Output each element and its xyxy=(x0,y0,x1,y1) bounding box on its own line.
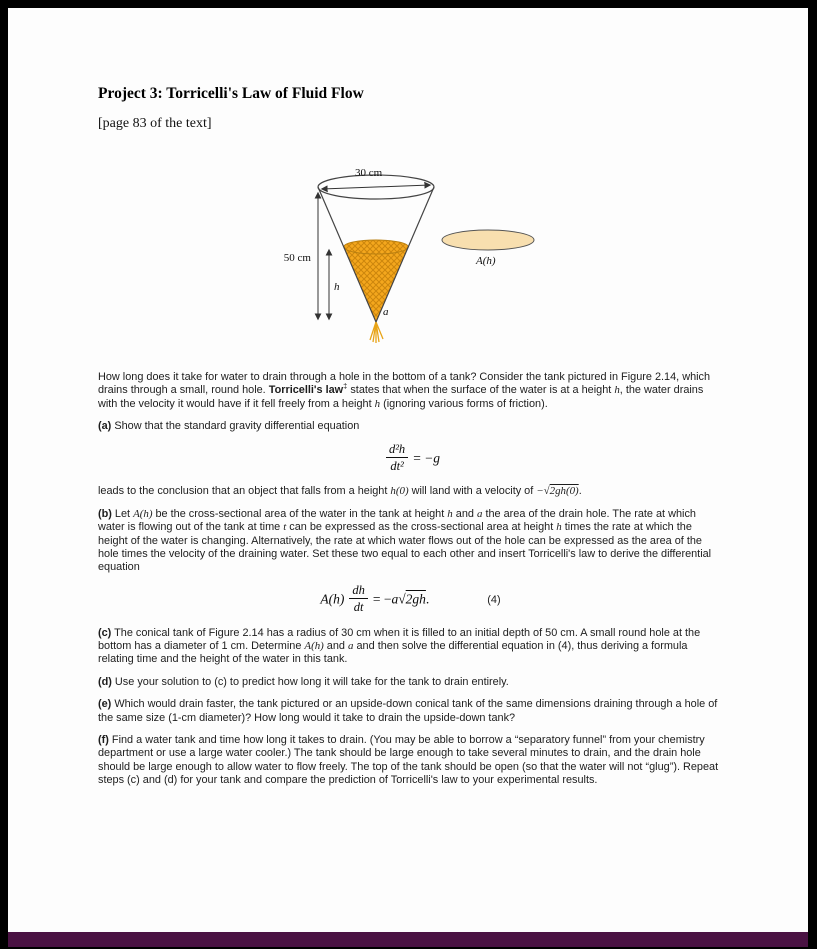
part-e-paragraph: (e) Which would drain faster, the tank pictured or an upside-down conical tank of the same dimensions draining through a hole of the same size (1-cm diameter)? How long would it take to drain the upside-down tank? xyxy=(98,698,718,724)
intro-paragraph: How long does it take for water to drain through a hole in the bottom of a tank? Consider the tank pictured in Figure 2.14, which drains through a small, round hole. Torricelli's law‡ states that when the surface of the water is at a height h, the water drains with the velocity it would have if it fell freely from a height h (ignoring various forms of friction). xyxy=(98,371,711,410)
part-b-paragraph: (b) Let A(h) be the cross-sectional area of the water in the tank at height h and a the area of the drain hole. The rate at which water is flowing out of the tank at time t can be expressed as the cross-sectional area at height h times the rate at which the height of the water is changing. Alternatively, the rate at which water flows out of the hole can be expressed as the area of the hole times the velocity of the draining water. Set these two equal to each other and insert Torricelli's law to derive the differential equation xyxy=(98,507,712,574)
height-label: 50 cm xyxy=(283,252,311,264)
water-outflow xyxy=(370,322,383,343)
area-label: A(h) xyxy=(476,255,496,267)
torricelli-equals-sign: = − xyxy=(372,591,392,607)
page-content xyxy=(8,8,808,788)
radical-sign: √ xyxy=(398,591,406,607)
hole-label: a xyxy=(383,306,389,318)
part-a-lead: (a) Show that the standard gravity differential equation xyxy=(98,420,360,433)
torricelli-equation xyxy=(98,583,723,618)
torricelli-fraction-numerator: dh xyxy=(349,583,368,599)
cross-section-ellipse xyxy=(442,230,534,250)
torricelli-hole-var: a xyxy=(391,591,399,607)
gravity-equals-sign: = xyxy=(413,450,425,466)
diameter-label: 30 cm xyxy=(355,167,383,179)
part-a-conclusion: leads to the conclusion that an object that falls from a height h(0) will land with a velocity of −√2gh(0). xyxy=(98,485,582,498)
water-surface xyxy=(344,240,408,254)
diameter-arrow xyxy=(322,185,430,189)
gravity-rhs: −g xyxy=(424,450,441,466)
gravity-fraction xyxy=(386,442,408,474)
tank-figure xyxy=(271,162,551,358)
document-page xyxy=(8,8,808,932)
footer-strip xyxy=(8,932,808,947)
tank-figure-svg xyxy=(271,162,551,358)
radicand: 2gh xyxy=(405,591,426,607)
water-height-label: h xyxy=(334,281,340,293)
torricelli-fraction xyxy=(349,583,368,615)
equation-period: . xyxy=(425,591,430,607)
torricelli-lhs: A(h) xyxy=(320,591,345,607)
page-title: Project 3: Torricelli's Law of Fluid Flow xyxy=(98,85,364,102)
torricelli-fraction-denominator: dt xyxy=(353,600,364,615)
page-subtitle: [page 83 of the text] xyxy=(98,116,212,131)
part-c-paragraph: (c) The conical tank of Figure 2.14 has a radius of 30 cm when it is filled to an initial depth of 50 cm. A small round hole at the bottom has a diameter of 1 cm. Determine A(h) and a and then solve the differential equation in (4), thus deriving a formula relating time and the height of the water in this tank. xyxy=(98,626,701,666)
gravity-fraction-numerator: d²h xyxy=(386,442,408,458)
part-d-paragraph: (d) Use your solution to (c) to predict how long it will take for the tank to drain entirely. xyxy=(98,675,509,688)
equation-number: (4) xyxy=(487,594,501,607)
part-f-paragraph: (f) Find a water tank and time how long it takes to drain. (You may be able to borrow a “separatory funnel” from your chemistry department or use a large water cooler.) The tank should be large enough to take several minutes to drain, and the drain hole should be large enough to allow water to flow freely. The top of the tank should be open (so that the water will not “glug”). Repeat steps (c) and (d) for your tank and compare the prediction of Torricelli's law to your experimental results. xyxy=(98,734,719,787)
water-body xyxy=(344,247,408,322)
gravity-equation xyxy=(98,442,723,477)
gravity-fraction-denominator: dt² xyxy=(390,459,404,473)
